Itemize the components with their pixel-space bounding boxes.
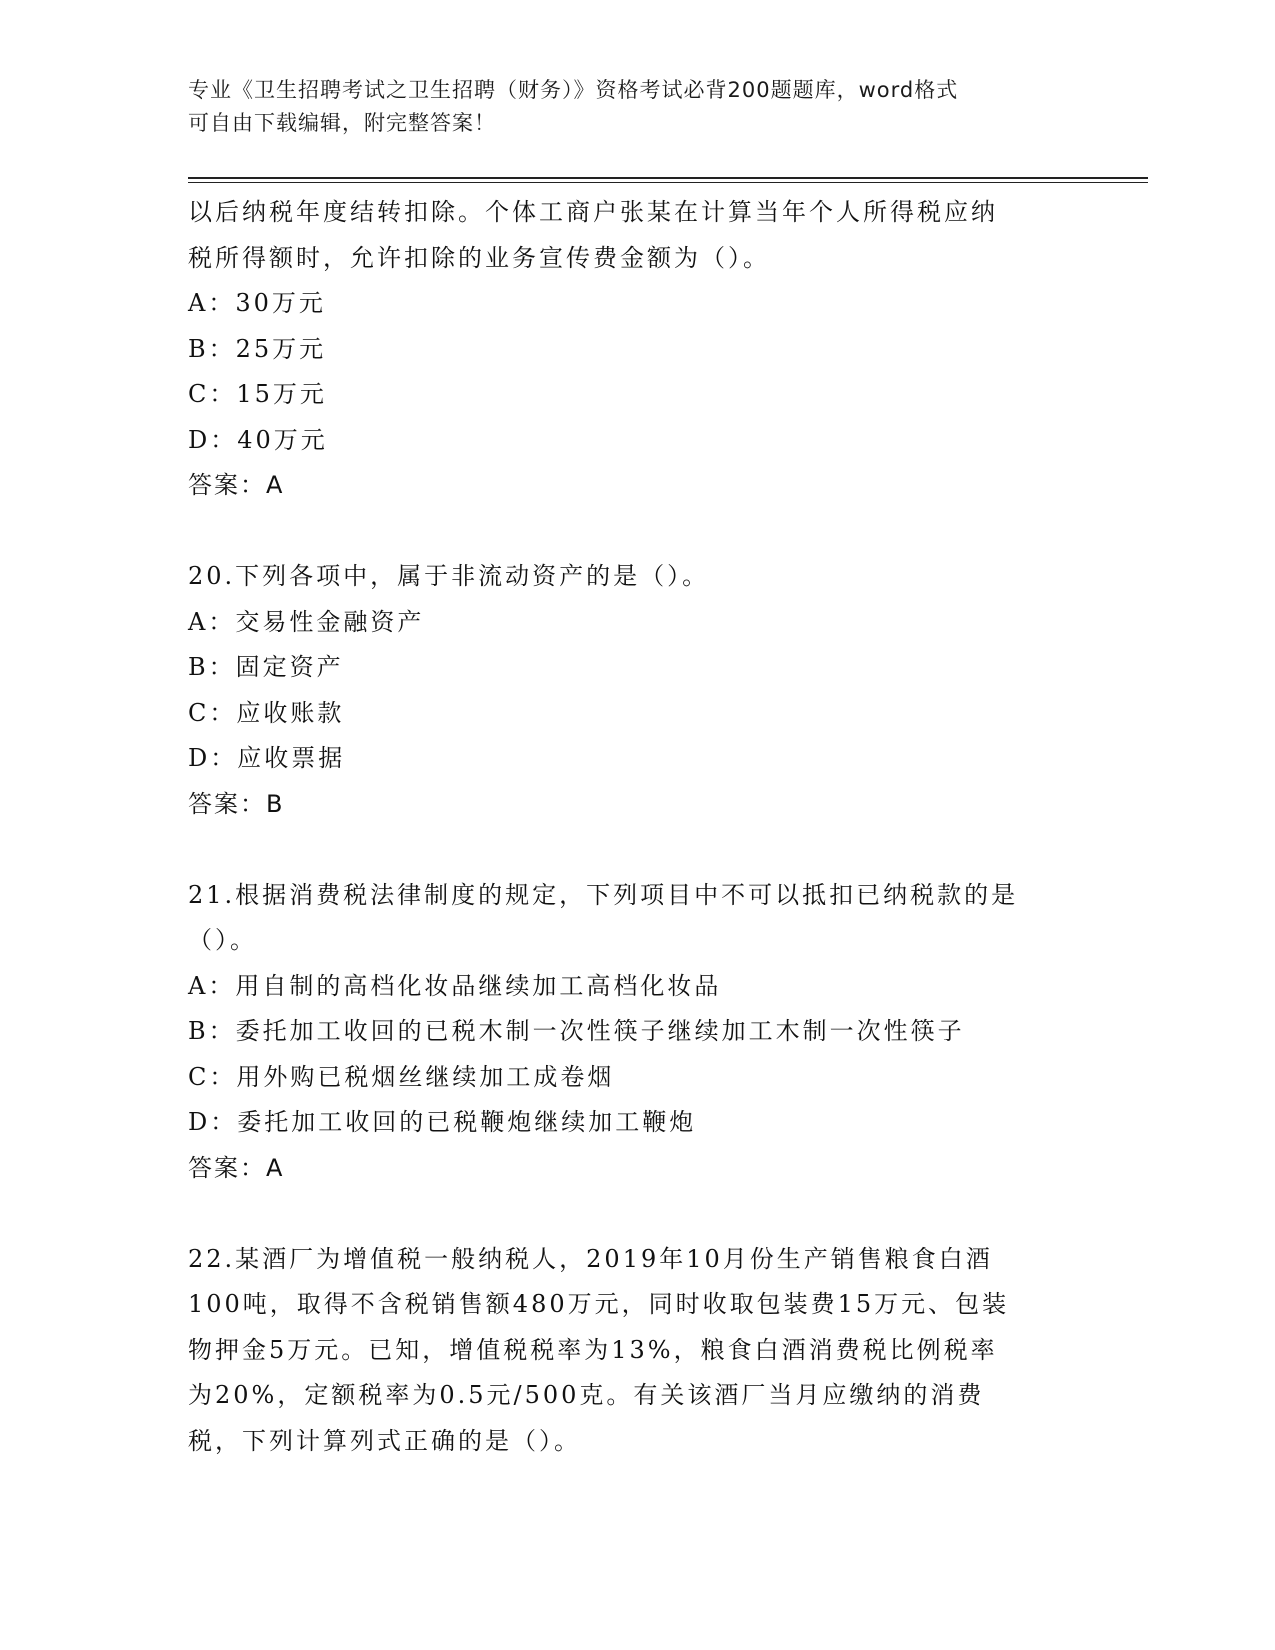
option-c: C：用外购已税烟丝继续加工成卷烟 — [188, 1062, 615, 1091]
question-text-line: 税，下列计算列式正确的是（）。 — [188, 1426, 581, 1455]
header-divider-thick — [188, 177, 1148, 179]
question-text-line: 22.某酒厂为增值税一般纳税人，2019年10月份生产销售粮食白酒 — [188, 1244, 993, 1273]
option-c: C：15万元 — [188, 380, 327, 408]
option-a: A：交易性金融资产 — [188, 607, 425, 636]
option-b: B：固定资产 — [188, 653, 344, 681]
option-c: C：应收账款 — [188, 698, 345, 727]
option-a: A：30万元 — [188, 289, 326, 317]
answer: 答案：A — [188, 1153, 285, 1182]
header-line-2: 可自由下载编辑，附完整答案！ — [188, 111, 496, 135]
header-divider-thin — [188, 182, 1148, 183]
question-text-line: （）。 — [188, 926, 257, 954]
question-text-line: 物押金5万元。已知，增值税税率为13%，粮食白酒消费税比例税率 — [188, 1335, 998, 1364]
question-22 — [188, 1237, 1088, 1465]
option-d: D：应收票据 — [188, 744, 346, 772]
question-20 — [188, 554, 1088, 827]
option-b: B：25万元 — [188, 334, 327, 363]
question-continued — [188, 190, 1088, 509]
option-a: A：用自制的高档化妆品继续加工高档化妆品 — [188, 971, 722, 1000]
question-text-line: 税所得额时，允许扣除的业务宣传费金额为（）。 — [188, 243, 770, 272]
question-text-line: 20.下列各项中，属于非流动资产的是（）。 — [188, 562, 710, 590]
question-text-line: 21.根据消费税法律制度的规定，下列项目中不可以抵扣已纳税款的是 — [188, 880, 1019, 909]
document-body — [188, 190, 1088, 1464]
question-text-line: 以后纳税年度结转扣除。个体工商户张某在计算当年个人所得税应纳 — [188, 198, 998, 226]
option-d: D：委托加工收回的已税鞭炮继续加工鞭炮 — [188, 1108, 697, 1136]
question-21 — [188, 873, 1088, 1192]
question-text-line: 为20%，定额税率为0.5元/500克。有关该酒厂当月应缴纳的消费 — [188, 1381, 985, 1409]
question-text-line: 100吨，取得不含税销售额480万元，同时收取包装费15万元、包装 — [188, 1290, 1010, 1318]
answer: 答案：A — [188, 471, 285, 499]
option-b: B：委托加工收回的已税木制一次性筷子继续加工木制一次性筷子 — [188, 1017, 965, 1045]
option-d: D：40万元 — [188, 425, 328, 454]
header-line-1: 专业《卫生招聘考试之卫生招聘（财务）》资格考试必背200题题库，word格式 — [188, 78, 959, 102]
answer: 答案：B — [188, 789, 285, 818]
document-header — [188, 74, 1088, 140]
